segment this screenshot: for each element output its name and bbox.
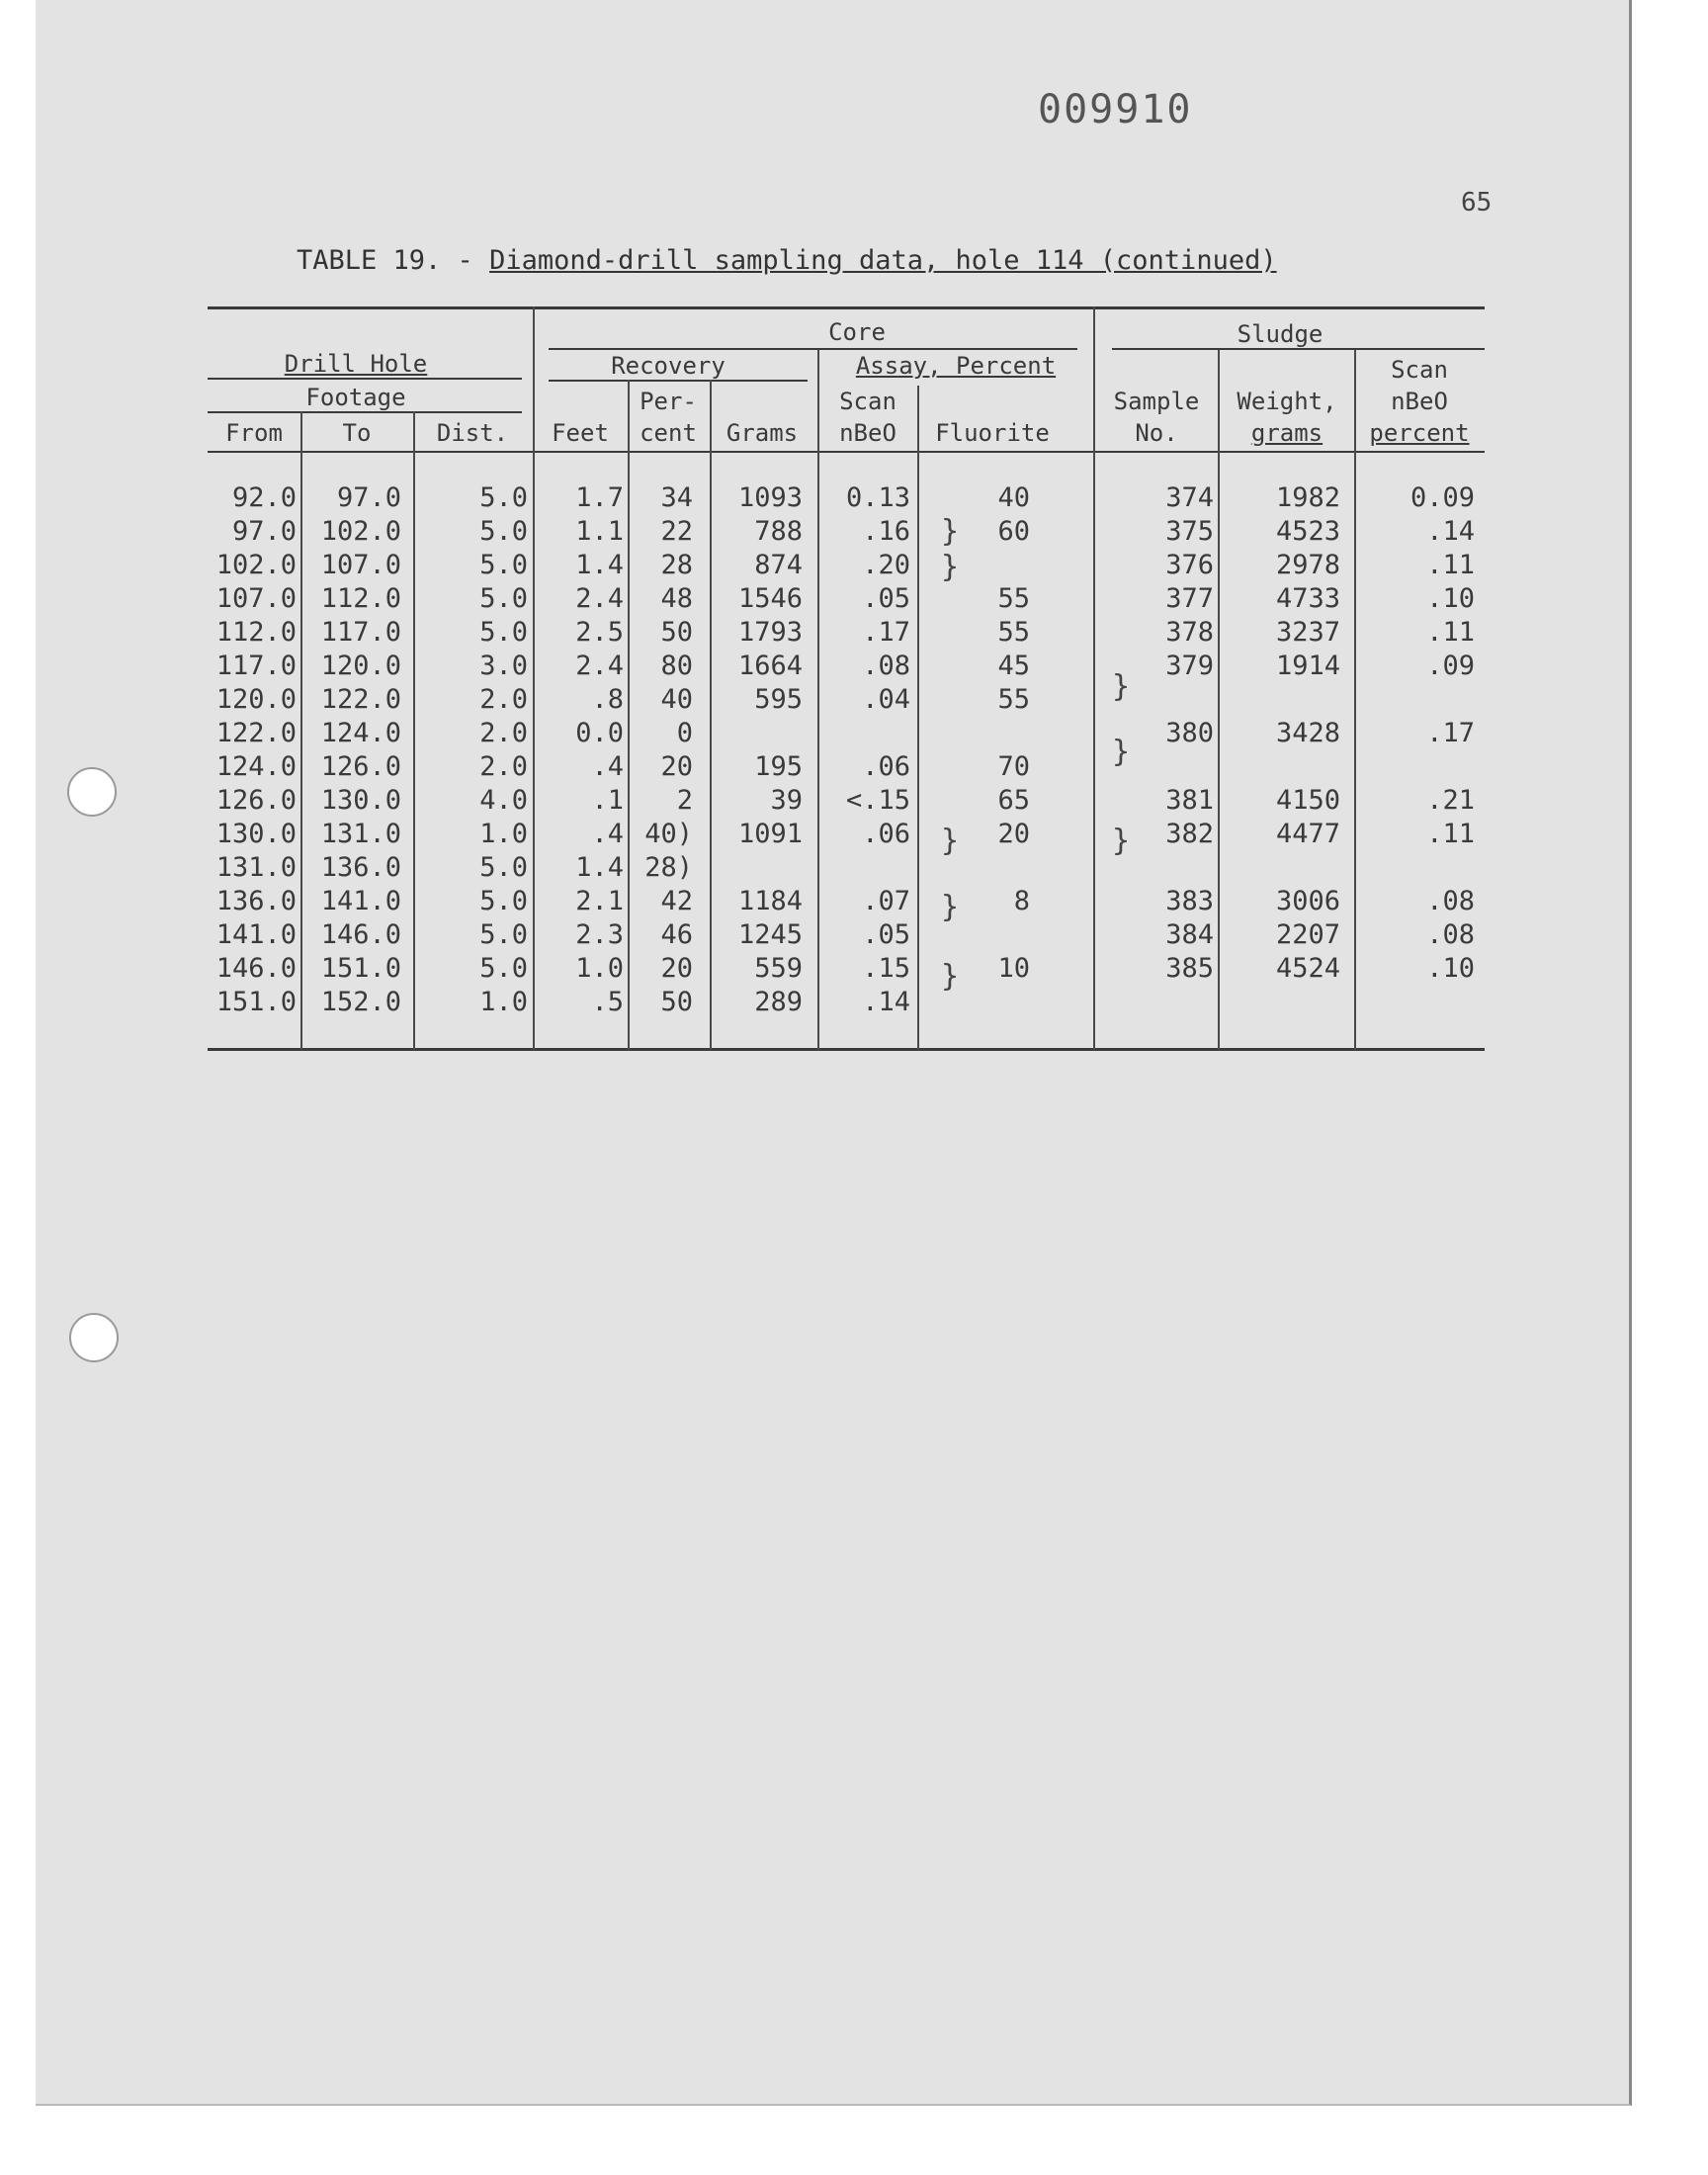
cell-grams: 559: [754, 953, 803, 984]
percent-header-line2: cent: [640, 419, 697, 447]
table-row: [208, 617, 1485, 651]
cell-feet: 1.4: [575, 550, 624, 580]
cell-sl-scan: .08: [1426, 919, 1475, 950]
table-row: [208, 684, 1485, 718]
cell-pct: 22: [660, 516, 693, 547]
bracket-mark: }: [1112, 824, 1131, 858]
cell-scan: .07: [862, 886, 910, 916]
cell-pct: 20: [660, 751, 693, 782]
cell-to: 122.0: [320, 684, 401, 715]
cell-grams: 1793: [737, 617, 803, 648]
sample-header-line1: Sample: [1113, 388, 1200, 415]
cell-to: 126.0: [320, 751, 401, 782]
table-row: [208, 651, 1485, 684]
cell-sample: 382: [1165, 819, 1214, 849]
cell-feet: 2.5: [575, 617, 624, 648]
cell-feet: 2.3: [575, 919, 624, 950]
cell-dist: 3.0: [479, 651, 528, 681]
cell-to: 102.0: [320, 516, 401, 547]
bracket-mark: }: [941, 824, 960, 858]
cell-sl-scan: .17: [1426, 718, 1475, 748]
bracket-mark: }: [941, 514, 960, 549]
cell-dist: 5.0: [479, 617, 528, 648]
cell-scan: .08: [862, 651, 910, 681]
cell-scan: .05: [862, 919, 910, 950]
cell-feet: 2.4: [575, 651, 624, 681]
cell-dist: 2.0: [479, 718, 528, 748]
cell-dist: 5.0: [479, 886, 528, 916]
cell-scan: 0.13: [845, 482, 910, 513]
bracket-mark: }: [941, 550, 960, 584]
footage-header: Footage: [305, 384, 406, 411]
cell-fluorite: 70: [997, 751, 1030, 782]
cell-to: 117.0: [320, 617, 401, 648]
cell-weight: 4523: [1275, 516, 1340, 547]
cell-from: 102.0: [215, 550, 297, 580]
weight-header-line2: grams: [1250, 419, 1324, 447]
cell-feet: 2.1: [575, 886, 624, 916]
cell-weight: 3428: [1275, 718, 1340, 748]
cell-sample: 376: [1165, 550, 1214, 580]
table-number: TABLE 19. -: [297, 245, 490, 276]
cell-from: 97.0: [231, 516, 297, 547]
cell-to: 141.0: [320, 886, 401, 916]
cell-weight: 1914: [1275, 651, 1340, 681]
cell-grams: 1245: [737, 919, 803, 950]
cell-sl-scan: .14: [1426, 516, 1475, 547]
cell-weight: 1982: [1275, 482, 1340, 513]
cell-pct: 50: [660, 987, 693, 1017]
sample-header-line2: No.: [1135, 419, 1178, 447]
table-caption: Diamond-drill sampling data, hole 114 (continued): [489, 245, 1277, 276]
footage-rule: [208, 411, 522, 413]
cell-sample: 377: [1165, 583, 1214, 614]
cell-sample: 379: [1165, 651, 1214, 681]
cell-weight: 3006: [1275, 886, 1340, 916]
page-number: 65: [1461, 188, 1493, 218]
cell-scan: .06: [862, 819, 910, 849]
cell-fluorite: 20: [997, 819, 1030, 849]
cell-feet: 1.7: [575, 482, 624, 513]
cell-feet: .8: [591, 684, 624, 715]
bracket-mark: }: [1112, 735, 1131, 769]
cell-dist: 5.0: [479, 852, 528, 883]
cell-weight: 4477: [1275, 819, 1340, 849]
table-row: [208, 516, 1485, 550]
cell-from: 131.0: [215, 852, 297, 883]
sludge-scan-header-line3: percent: [1369, 419, 1470, 447]
cell-fluorite: 55: [997, 583, 1030, 614]
cell-dist: 5.0: [479, 919, 528, 950]
cell-pct: 46: [660, 919, 693, 950]
sludge-header: Sludge: [1237, 320, 1324, 348]
cell-dist: 1.0: [479, 819, 528, 849]
cell-from: 136.0: [215, 886, 297, 916]
header-bottom-rule: [208, 451, 1485, 453]
assay-header: Assay, Percent: [855, 352, 1057, 380]
cell-scan: .16: [862, 516, 910, 547]
cell-fluorite: 65: [997, 785, 1030, 816]
table-row: [208, 953, 1485, 987]
cell-scan: .17: [862, 617, 910, 648]
cell-to: 136.0: [320, 852, 401, 883]
cell-to: 112.0: [320, 583, 401, 614]
core-header: Core: [828, 318, 886, 346]
cell-fluorite: 55: [997, 684, 1030, 715]
nbeo-header: nBeO: [839, 419, 897, 447]
cell-grams: 1546: [737, 583, 803, 614]
cell-sample: 385: [1165, 953, 1214, 984]
cell-fluorite: 40: [997, 482, 1030, 513]
cell-feet: .5: [591, 987, 624, 1017]
cell-fluorite: 60: [997, 516, 1030, 547]
table-bottom-rule: [208, 1048, 1485, 1051]
cell-sample: 383: [1165, 886, 1214, 916]
percent-header-line1: Per-: [640, 388, 697, 415]
cell-dist: 2.0: [479, 684, 528, 715]
cell-feet: 2.4: [575, 583, 624, 614]
to-header: To: [342, 419, 372, 447]
document-number: 009910: [1038, 87, 1193, 132]
table-row: [208, 550, 1485, 583]
cell-grams: 874: [754, 550, 803, 580]
sludge-scan-header-line1: Scan: [1391, 356, 1448, 384]
cell-sl-scan: .21: [1426, 785, 1475, 816]
cell-from: 126.0: [215, 785, 297, 816]
cell-sample: 374: [1165, 482, 1214, 513]
cell-dist: 5.0: [479, 516, 528, 547]
cell-sample: 380: [1165, 718, 1214, 748]
recovery-rule: [549, 380, 808, 382]
table-title: [297, 245, 1277, 276]
cell-feet: 1.4: [575, 852, 624, 883]
cell-grams: 1664: [737, 651, 803, 681]
cell-from: 146.0: [215, 953, 297, 984]
cell-weight: 3237: [1275, 617, 1340, 648]
cell-grams: 195: [754, 751, 803, 782]
cell-to: 107.0: [320, 550, 401, 580]
bracket-mark: }: [941, 959, 960, 994]
cell-sl-scan: .10: [1426, 583, 1475, 614]
cell-fluorite: 45: [997, 651, 1030, 681]
cell-sl-scan: 0.09: [1409, 482, 1475, 513]
cell-scan: .05: [862, 583, 910, 614]
cell-from: 151.0: [215, 987, 297, 1017]
cell-grams: 1184: [737, 886, 803, 916]
cell-sample: 375: [1165, 516, 1214, 547]
table-row: [208, 583, 1485, 617]
table-row: [208, 819, 1485, 852]
punch-hole: [67, 767, 117, 817]
cell-pct: 40: [660, 684, 693, 715]
table-row: [208, 886, 1485, 919]
cell-to: 146.0: [320, 919, 401, 950]
cell-grams: 1093: [737, 482, 803, 513]
cell-sl-scan: .11: [1426, 819, 1475, 849]
cell-to: 130.0: [320, 785, 401, 816]
cell-sample: 381: [1165, 785, 1214, 816]
recovery-header: Recovery: [611, 352, 726, 380]
drill-hole-rule: [208, 378, 522, 380]
core-rule: [549, 348, 1077, 350]
cell-dist: 4.0: [479, 785, 528, 816]
cell-grams: 1091: [737, 819, 803, 849]
cell-pct: 20: [660, 953, 693, 984]
drill-hole-header: Drill Hole: [284, 350, 428, 378]
feet-header: Feet: [552, 419, 609, 447]
cell-grams: 39: [770, 785, 803, 816]
cell-pct: 40): [644, 819, 693, 849]
cell-feet: 1.1: [575, 516, 624, 547]
table-row: [208, 785, 1485, 819]
cell-pct: 80: [660, 651, 693, 681]
cell-dist: 2.0: [479, 751, 528, 782]
cell-pct: 28): [644, 852, 693, 883]
table-row: [208, 987, 1485, 1020]
cell-sl-scan: .11: [1426, 550, 1475, 580]
cell-scan: .15: [862, 953, 910, 984]
cell-feet: 1.0: [575, 953, 624, 984]
cell-sample: 378: [1165, 617, 1214, 648]
grams-header: Grams: [726, 419, 799, 447]
from-header: From: [225, 419, 283, 447]
cell-weight: 4150: [1275, 785, 1340, 816]
cell-sl-scan: .09: [1426, 651, 1475, 681]
punch-hole: [69, 1313, 119, 1362]
bracket-mark: }: [941, 890, 960, 924]
cell-pct: 48: [660, 583, 693, 614]
cell-from: 92.0: [231, 482, 297, 513]
cell-pct: 0: [676, 718, 693, 748]
cell-sl-scan: .11: [1426, 617, 1475, 648]
table-row: [208, 919, 1485, 953]
cell-from: 124.0: [215, 751, 297, 782]
cell-pct: 34: [660, 482, 693, 513]
cell-dist: 5.0: [479, 583, 528, 614]
cell-pct: 2: [676, 785, 693, 816]
cell-dist: 5.0: [479, 482, 528, 513]
cell-fluorite: 8: [1013, 886, 1030, 916]
cell-to: 151.0: [320, 953, 401, 984]
cell-to: 97.0: [336, 482, 401, 513]
cell-scan: .20: [862, 550, 910, 580]
cell-to: 120.0: [320, 651, 401, 681]
cell-sl-scan: .10: [1426, 953, 1475, 984]
cell-dist: 1.0: [479, 987, 528, 1017]
cell-to: 131.0: [320, 819, 401, 849]
cell-from: 141.0: [215, 919, 297, 950]
cell-grams: 788: [754, 516, 803, 547]
cell-sl-scan: .08: [1426, 886, 1475, 916]
table-row: [208, 751, 1485, 785]
table-row: [208, 482, 1485, 516]
cell-feet: .4: [591, 819, 624, 849]
cell-scan: .04: [862, 684, 910, 715]
table-top-rule: [208, 306, 1485, 309]
fluorite-header: Fluorite: [935, 419, 1050, 447]
sludge-scan-header-line2: nBeO: [1391, 388, 1448, 415]
cell-to: 152.0: [320, 987, 401, 1017]
cell-scan: .06: [862, 751, 910, 782]
sludge-rule: [1112, 348, 1485, 350]
bracket-mark: }: [1112, 669, 1131, 704]
sampling-table: [208, 306, 1485, 1058]
cell-sample: 384: [1165, 919, 1214, 950]
cell-fluorite: 55: [997, 617, 1030, 648]
dist-header: Dist.: [436, 419, 509, 447]
scan-header: Scan: [839, 388, 897, 415]
cell-dist: 5.0: [479, 550, 528, 580]
cell-pct: 42: [660, 886, 693, 916]
cell-feet: .1: [591, 785, 624, 816]
cell-grams: 595: [754, 684, 803, 715]
cell-weight: 2207: [1275, 919, 1340, 950]
cell-weight: 4733: [1275, 583, 1340, 614]
cell-from: 120.0: [215, 684, 297, 715]
cell-weight: 2978: [1275, 550, 1340, 580]
cell-grams: 289: [754, 987, 803, 1017]
table-row: [208, 852, 1485, 886]
cell-scan: .14: [862, 987, 910, 1017]
cell-from: 130.0: [215, 819, 297, 849]
cell-from: 117.0: [215, 651, 297, 681]
table-row: [208, 718, 1485, 751]
cell-feet: .4: [591, 751, 624, 782]
table-body: [208, 482, 1485, 1020]
cell-scan: <.15: [845, 785, 910, 816]
cell-feet: 0.0: [575, 718, 624, 748]
cell-pct: 28: [660, 550, 693, 580]
cell-dist: 5.0: [479, 953, 528, 984]
cell-fluorite: 10: [997, 953, 1030, 984]
cell-pct: 50: [660, 617, 693, 648]
cell-from: 107.0: [215, 583, 297, 614]
weight-header-line1: Weight,: [1237, 388, 1337, 415]
cell-from: 122.0: [215, 718, 297, 748]
cell-to: 124.0: [320, 718, 401, 748]
cell-from: 112.0: [215, 617, 297, 648]
cell-weight: 4524: [1275, 953, 1340, 984]
